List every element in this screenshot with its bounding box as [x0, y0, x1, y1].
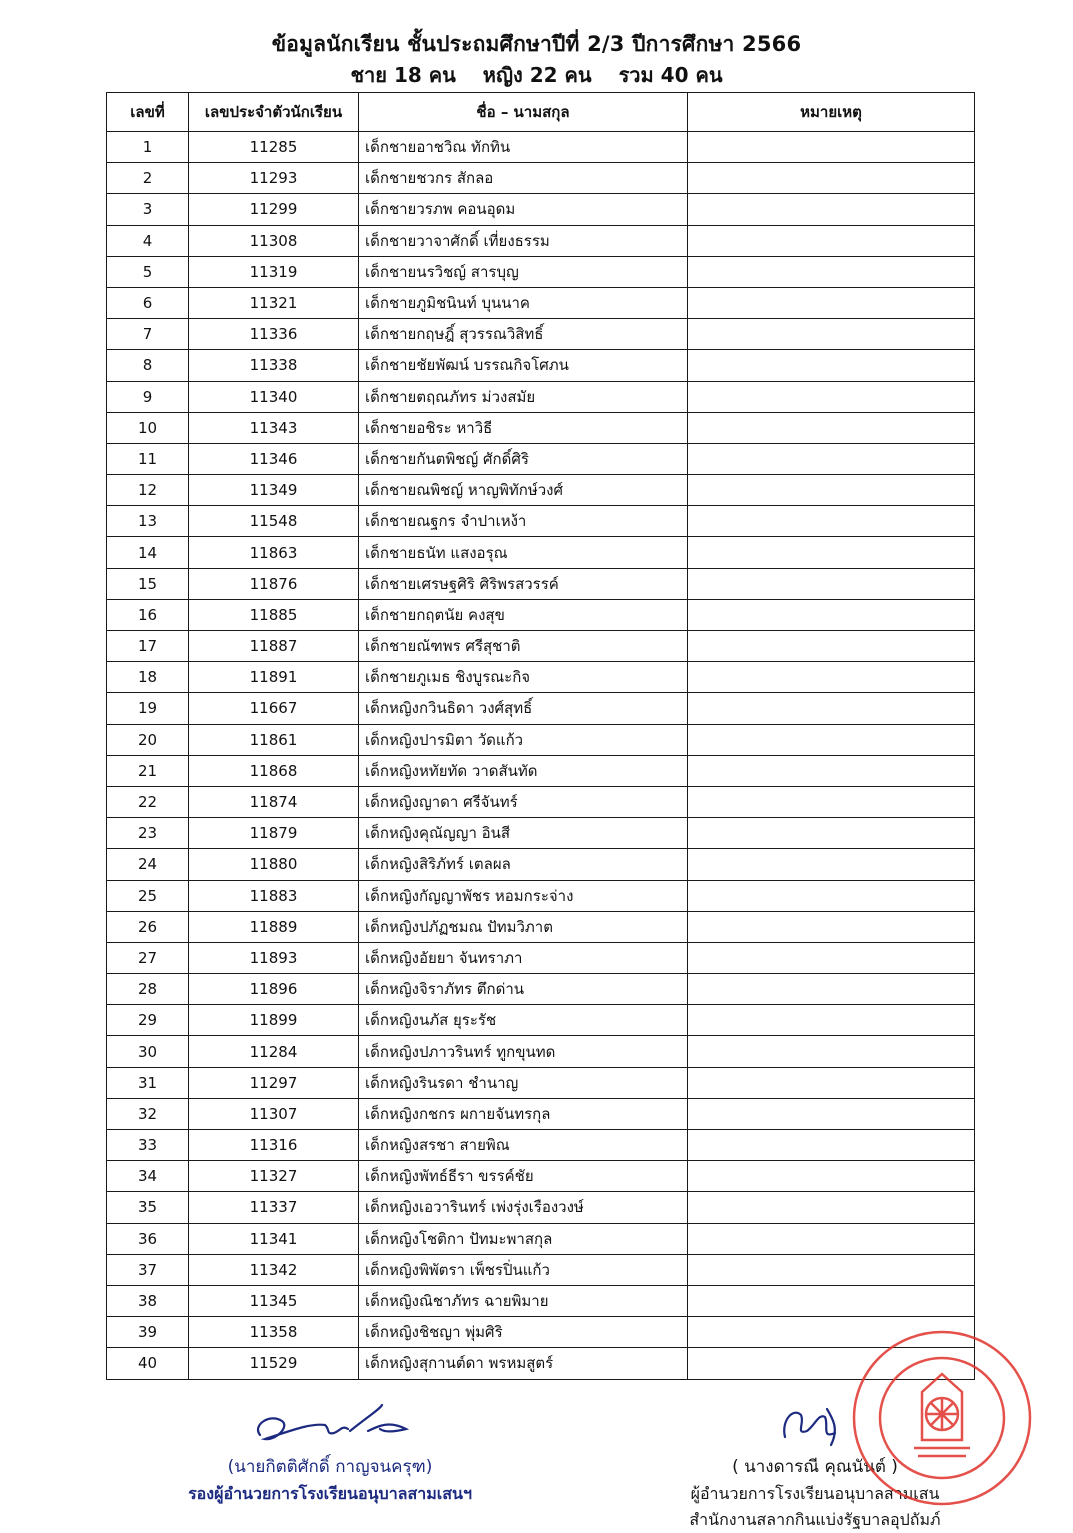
table-row [107, 381, 975, 412]
header-student-id: เลขประจำตัวนักเรียน [189, 93, 359, 132]
row-remarks [688, 1005, 975, 1036]
row-full-name: เด็กชายอาชวิณ ทักทิน [359, 132, 688, 163]
row-number: 11 [107, 443, 189, 474]
row-remarks [688, 475, 975, 506]
row-number: 23 [107, 818, 189, 849]
row-student-id: 11868 [189, 755, 359, 786]
row-number: 29 [107, 1005, 189, 1036]
table-row [107, 1223, 975, 1254]
row-full-name: เด็กหญิงสิริภัทร์ เตลผล [359, 849, 688, 880]
row-student-id: 11285 [189, 132, 359, 163]
row-student-id: 11874 [189, 786, 359, 817]
row-remarks [688, 911, 975, 942]
row-student-id: 11346 [189, 443, 359, 474]
table-row [107, 755, 975, 786]
row-student-id: 11297 [189, 1067, 359, 1098]
row-full-name: เด็กหญิงปภัฏชมณ ปัทมวิภาต [359, 911, 688, 942]
header-remarks: หมายเหตุ [688, 93, 975, 132]
vice-director-signature [230, 1395, 430, 1453]
row-remarks [688, 537, 975, 568]
row-full-name: เด็กชายกฤตนัย คงสุข [359, 599, 688, 630]
row-number: 38 [107, 1285, 189, 1316]
table-row [107, 225, 975, 256]
vice-director-name: (นายกิตติศักดิ์ กาญจนครุฑ) [227, 1457, 433, 1477]
row-student-id: 11896 [189, 974, 359, 1005]
row-number: 9 [107, 381, 189, 412]
row-number: 28 [107, 974, 189, 1005]
row-remarks [688, 1192, 975, 1223]
row-student-id: 11316 [189, 1130, 359, 1161]
row-number: 7 [107, 319, 189, 350]
row-full-name: เด็กหญิงญาดา ศรีจันทร์ [359, 786, 688, 817]
row-full-name: เด็กชายเศรษฐศิริ ศิริพรสวรรค์ [359, 568, 688, 599]
table-row [107, 163, 975, 194]
row-full-name: เด็กหญิงชิชญา พุ่มศิริ [359, 1317, 688, 1348]
table-row [107, 568, 975, 599]
table-row [107, 412, 975, 443]
row-remarks [688, 381, 975, 412]
row-student-id: 11667 [189, 693, 359, 724]
row-full-name: เด็กชายตฤณภัทร ม่วงสมัย [359, 381, 688, 412]
row-remarks [688, 194, 975, 225]
row-full-name: เด็กหญิงกวินธิดา วงศ์สุทธิ์ [359, 693, 688, 724]
row-number: 30 [107, 1036, 189, 1067]
row-student-id: 11338 [189, 350, 359, 381]
row-remarks [688, 1254, 975, 1285]
row-remarks [688, 724, 975, 755]
row-number: 16 [107, 599, 189, 630]
row-full-name: เด็กชายณัฑพร ศรีสุชาติ [359, 631, 688, 662]
table-row [107, 1285, 975, 1316]
row-number: 25 [107, 880, 189, 911]
row-remarks [688, 599, 975, 630]
row-full-name: เด็กชายอชิระ หาวิธี [359, 412, 688, 443]
table-row [107, 1036, 975, 1067]
row-remarks [688, 319, 975, 350]
row-student-id: 11343 [189, 412, 359, 443]
row-number: 15 [107, 568, 189, 599]
row-student-id: 11345 [189, 1285, 359, 1316]
row-full-name: เด็กชายณพิชญ์ หาญพิทักษ์วงศ์ [359, 475, 688, 506]
row-remarks [688, 631, 975, 662]
row-number: 18 [107, 662, 189, 693]
row-full-name: เด็กหญิงสุกานต์ดา พรหมสูตร์ [359, 1348, 688, 1379]
row-student-id: 11349 [189, 475, 359, 506]
row-remarks [688, 880, 975, 911]
row-number: 31 [107, 1067, 189, 1098]
director-position: ผู้อำนวยการโรงเรียนอนุบาลสามเสน [690, 1484, 940, 1503]
row-student-id: 11529 [189, 1348, 359, 1379]
row-full-name: เด็กหญิงพิพัตรา เพ็ชรปิ่นแก้ว [359, 1254, 688, 1285]
table-row [107, 631, 975, 662]
row-full-name: เด็กชายกฤษฎิ์ สุวรรณวิสิทธิ์ [359, 319, 688, 350]
row-remarks [688, 1223, 975, 1254]
table-row [107, 350, 975, 381]
table-row [107, 974, 975, 1005]
row-remarks [688, 256, 975, 287]
table-row [107, 662, 975, 693]
table-row [107, 132, 975, 163]
row-student-id: 11879 [189, 818, 359, 849]
table-row [107, 911, 975, 942]
table-row [107, 1098, 975, 1129]
table-row [107, 786, 975, 817]
row-remarks [688, 1067, 975, 1098]
row-student-id: 11899 [189, 1005, 359, 1036]
row-student-id: 11340 [189, 381, 359, 412]
table-row [107, 194, 975, 225]
row-number: 21 [107, 755, 189, 786]
row-full-name: เด็กชายวาจาศักดิ์ เที่ยงธรรม [359, 225, 688, 256]
row-remarks [688, 942, 975, 973]
row-full-name: เด็กหญิงกชกร ผกายจันทรกุล [359, 1098, 688, 1129]
row-remarks [688, 662, 975, 693]
table-header-row [107, 93, 975, 132]
row-remarks [688, 1130, 975, 1161]
row-number: 32 [107, 1098, 189, 1129]
row-student-id: 11336 [189, 319, 359, 350]
table-row [107, 443, 975, 474]
row-student-id: 11880 [189, 849, 359, 880]
row-full-name: เด็กชายภูมิชนินท์ บุนนาค [359, 287, 688, 318]
row-full-name: เด็กหญิงจิราภัทร ตึกด่าน [359, 974, 688, 1005]
row-remarks [688, 818, 975, 849]
row-student-id: 11308 [189, 225, 359, 256]
row-full-name: เด็กชายธนัท แสงอรุณ [359, 537, 688, 568]
row-number: 26 [107, 911, 189, 942]
row-student-id: 11863 [189, 537, 359, 568]
row-number: 14 [107, 537, 189, 568]
table-row [107, 537, 975, 568]
row-remarks [688, 1285, 975, 1316]
row-full-name: เด็กหญิงสรชา สายพิณ [359, 1130, 688, 1161]
row-remarks [688, 693, 975, 724]
table-row [107, 880, 975, 911]
row-number: 13 [107, 506, 189, 537]
row-number: 1 [107, 132, 189, 163]
male-count: ชาย 18 คน [350, 63, 456, 87]
row-remarks [688, 443, 975, 474]
row-full-name: เด็กชายวรภพ คอนอุดม [359, 194, 688, 225]
row-full-name: เด็กชายภูเมธ ชิงบูรณะกิจ [359, 662, 688, 693]
row-number: 12 [107, 475, 189, 506]
row-remarks [688, 1036, 975, 1067]
row-number: 6 [107, 287, 189, 318]
vice-director-signature-block [170, 1395, 490, 1507]
row-student-id: 11861 [189, 724, 359, 755]
row-student-id: 11889 [189, 911, 359, 942]
row-full-name: เด็กชายกันตพิชญ์ ศักดิ์ศิริ [359, 443, 688, 474]
row-full-name: เด็กหญิงโชติกา ปัทมะพาสกุล [359, 1223, 688, 1254]
table-row [107, 1161, 975, 1192]
row-student-id: 11891 [189, 662, 359, 693]
table-row [107, 1130, 975, 1161]
row-number: 19 [107, 693, 189, 724]
row-full-name: เด็กหญิงปภาวรินทร์ ทูกขุนทด [359, 1036, 688, 1067]
document-header [0, 28, 1073, 90]
row-student-id: 11284 [189, 1036, 359, 1067]
table-row [107, 849, 975, 880]
row-student-id: 11893 [189, 942, 359, 973]
row-full-name: เด็กหญิงปารมิตา วัดแก้ว [359, 724, 688, 755]
table-row [107, 1192, 975, 1223]
row-remarks [688, 755, 975, 786]
row-number: 4 [107, 225, 189, 256]
table-row [107, 287, 975, 318]
table-row [107, 693, 975, 724]
student-roster-table [106, 92, 975, 1380]
row-remarks [688, 568, 975, 599]
director-office: สำนักงานสลากกินแบ่งรัฐบาลอุปถัมภ์ [689, 1510, 941, 1529]
row-student-id: 11876 [189, 568, 359, 599]
row-student-id: 11307 [189, 1098, 359, 1129]
row-number: 37 [107, 1254, 189, 1285]
row-number: 24 [107, 849, 189, 880]
row-student-id: 11342 [189, 1254, 359, 1285]
header-full-name: ชื่อ – นามสกุล [359, 93, 688, 132]
table-row [107, 475, 975, 506]
row-number: 22 [107, 786, 189, 817]
row-remarks [688, 786, 975, 817]
row-full-name: เด็กหญิงพัทธ์ธีรา ขรรค์ชัย [359, 1161, 688, 1192]
row-full-name: เด็กชายณฐกร จำปาเหง้า [359, 506, 688, 537]
row-number: 17 [107, 631, 189, 662]
row-full-name: เด็กหญิงณิชาภัทร ฉายพิมาย [359, 1285, 688, 1316]
row-remarks [688, 849, 975, 880]
row-number: 5 [107, 256, 189, 287]
table-row [107, 506, 975, 537]
row-student-id: 11548 [189, 506, 359, 537]
row-remarks [688, 225, 975, 256]
row-remarks [688, 1098, 975, 1129]
table-row [107, 256, 975, 287]
roster-body [107, 132, 975, 1380]
row-number: 8 [107, 350, 189, 381]
row-remarks [688, 350, 975, 381]
row-full-name: เด็กหญิงเอวารินทร์ เพ่งรุ่งเรืองวงษ์ [359, 1192, 688, 1223]
table-row [107, 1254, 975, 1285]
row-remarks [688, 163, 975, 194]
row-number: 3 [107, 194, 189, 225]
table-row [107, 818, 975, 849]
row-number: 10 [107, 412, 189, 443]
document-title: ข้อมูลนักเรียน ชั้นประถมศึกษาปีที่ 2/3 ปีการศึกษา 2566 [271, 32, 802, 56]
row-number: 33 [107, 1130, 189, 1161]
vice-director-position: รองผู้อำนวยการโรงเรียนอนุบาลสามเสนฯ [188, 1484, 472, 1503]
row-remarks [688, 1161, 975, 1192]
student-count-line [0, 60, 1073, 90]
row-student-id: 11327 [189, 1161, 359, 1192]
row-student-id: 11299 [189, 194, 359, 225]
row-full-name: เด็กหญิงกัญญาพัชร หอมกระจ่าง [359, 880, 688, 911]
row-remarks [688, 412, 975, 443]
row-student-id: 11319 [189, 256, 359, 287]
row-student-id: 11341 [189, 1223, 359, 1254]
table-row [107, 599, 975, 630]
table-row [107, 724, 975, 755]
row-number: 40 [107, 1348, 189, 1379]
row-number: 27 [107, 942, 189, 973]
row-number: 20 [107, 724, 189, 755]
row-full-name: เด็กหญิงอัยยา จันทราภา [359, 942, 688, 973]
row-full-name: เด็กหญิงคุณัญญา อินสี [359, 818, 688, 849]
table-row [107, 942, 975, 973]
row-student-id: 11883 [189, 880, 359, 911]
table-row [107, 319, 975, 350]
row-full-name: เด็กหญิงนภัส ยุระรัช [359, 1005, 688, 1036]
row-number: 36 [107, 1223, 189, 1254]
director-name: ( นางดารณี คุณนันต์ ) [732, 1457, 898, 1477]
row-remarks [688, 974, 975, 1005]
row-number: 35 [107, 1192, 189, 1223]
row-remarks [688, 132, 975, 163]
row-full-name: เด็กชายชวกร สักลอ [359, 163, 688, 194]
row-full-name: เด็กชายนรวิชญ์ สารบุญ [359, 256, 688, 287]
row-number: 2 [107, 163, 189, 194]
row-student-id: 11885 [189, 599, 359, 630]
row-student-id: 11337 [189, 1192, 359, 1223]
row-remarks [688, 506, 975, 537]
header-number: เลขที่ [107, 93, 189, 132]
row-number: 39 [107, 1317, 189, 1348]
row-full-name: เด็กหญิงหทัยทัด วาดสันทัด [359, 755, 688, 786]
table-row [107, 1067, 975, 1098]
table-row [107, 1005, 975, 1036]
row-student-id: 11321 [189, 287, 359, 318]
female-count: หญิง 22 คน [482, 63, 592, 87]
row-student-id: 11358 [189, 1317, 359, 1348]
row-remarks [688, 287, 975, 318]
row-full-name: เด็กชายชัยพัฒน์ บรรณกิจโศภน [359, 350, 688, 381]
total-count: รวม 40 คน [618, 63, 723, 87]
row-student-id: 11887 [189, 631, 359, 662]
school-seal-stamp [842, 1322, 1037, 1512]
row-student-id: 11293 [189, 163, 359, 194]
row-number: 34 [107, 1161, 189, 1192]
row-full-name: เด็กหญิงรินรดา ชำนาญ [359, 1067, 688, 1098]
